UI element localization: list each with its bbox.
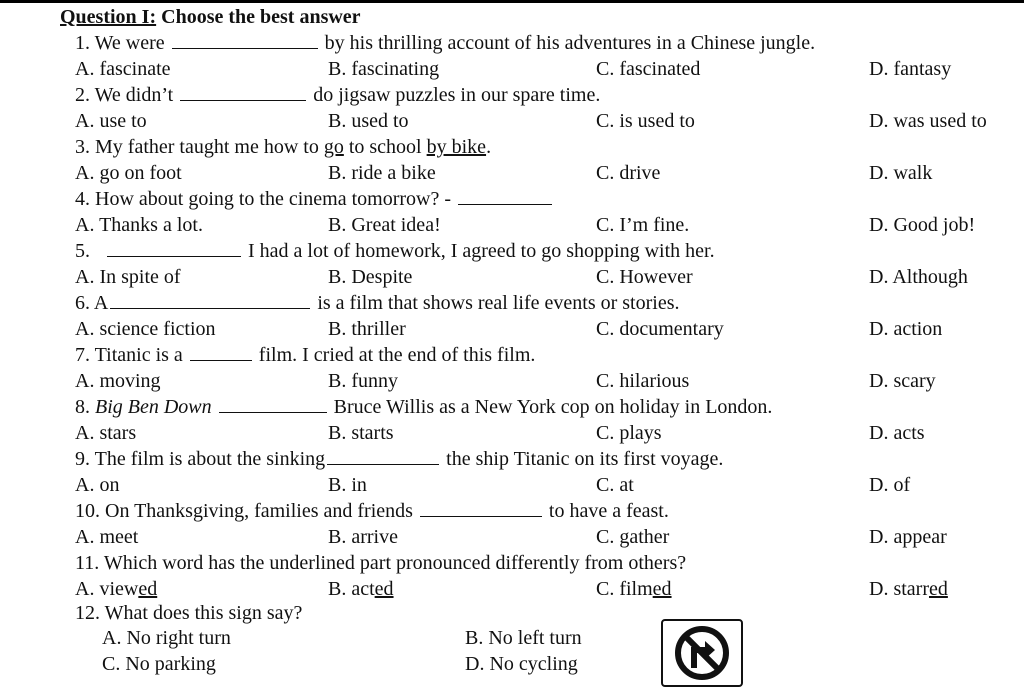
q5-option-a[interactable]: A. In spite of [75, 266, 181, 288]
q2-option-d[interactable]: D. was used to [869, 110, 987, 132]
section-title-label: Question I: [60, 6, 157, 28]
q6-blank[interactable] [110, 290, 310, 309]
q1-blank[interactable] [172, 30, 318, 49]
section-title [60, 5, 361, 29]
q12-stem: 12. What does this sign say? [75, 602, 303, 624]
no-right-turn-sign [661, 619, 743, 687]
q7-option-d[interactable]: D. scary [869, 370, 936, 392]
q10-option-d[interactable]: D. appear [869, 526, 947, 548]
q9-blank[interactable] [327, 446, 439, 465]
q5-option-d[interactable]: D. Although [869, 266, 968, 288]
q2-stem-end: do jigsaw puzzles in our spare time. [313, 84, 601, 106]
q11-b-stem: B. act [328, 578, 375, 600]
q1-option-a[interactable]: A. fascinate [75, 58, 171, 80]
q7-option-c[interactable]: C. hilarious [596, 370, 690, 392]
q3-option-d[interactable]: D. walk [869, 162, 933, 184]
q11-d-stem: D. starr [869, 578, 929, 600]
q12-options-row1 [0, 625, 1024, 651]
q1-options [0, 56, 1024, 82]
q6-option-d[interactable]: D. action [869, 318, 943, 340]
q6-stem-end: is a film that shows real life events or stories. [317, 292, 680, 314]
q11-a-underlined: ed [138, 578, 158, 600]
question-11 [0, 550, 1024, 576]
q4-blank[interactable] [458, 186, 552, 205]
q3-stem-start: 3. My father taught me how to [75, 136, 324, 158]
q7-stem-end: film. I cried at the end of this film. [258, 344, 536, 366]
q4-stem: 4. How about going to the cinema tomorrow? - [75, 188, 452, 210]
q9-option-d[interactable]: D. of [869, 474, 911, 496]
no-right-turn-sign-icon [669, 624, 735, 682]
q1-stem-start: 1. We were [75, 32, 165, 54]
q7-options [0, 368, 1024, 394]
q5-number: 5. [75, 240, 90, 262]
q5-blank[interactable] [107, 238, 241, 257]
question-3 [0, 134, 1024, 160]
q8-film-title: Big Ben Down [95, 396, 212, 418]
q2-option-b[interactable]: B. used to [328, 110, 409, 132]
q2-option-c[interactable]: C. is used to [596, 110, 695, 132]
q9-option-c[interactable]: C. at [596, 474, 634, 496]
q4-options [0, 212, 1024, 238]
top-border [0, 0, 1024, 3]
q3-option-c[interactable]: C. drive [596, 162, 661, 184]
q10-options [0, 524, 1024, 550]
q11-option-d[interactable] [869, 576, 948, 602]
question-4 [0, 186, 1024, 212]
q12-option-d[interactable]: D. No cycling [465, 653, 578, 675]
q3-option-a[interactable]: A. go on foot [75, 162, 182, 184]
q9-stem-start: 9. The film is about the sinking [75, 448, 326, 470]
q1-option-c[interactable]: C. fascinated [596, 58, 701, 80]
q12-options-row2 [0, 651, 1024, 677]
q11-option-a[interactable] [75, 576, 157, 602]
question-8 [0, 394, 1024, 420]
q6-stem-start: 6. A [75, 292, 109, 314]
q6-option-a[interactable]: A. science fiction [75, 318, 216, 340]
q12-option-a[interactable]: A. No right turn [102, 627, 231, 649]
q8-stem-end: Bruce Willis as a New York cop on holiday in London. [333, 396, 773, 418]
q10-blank[interactable] [420, 498, 542, 517]
q1-stem-end: by his thrilling account of his adventures in a Chinese jungle. [324, 32, 816, 54]
q11-stem: 11. Which word has the underlined part pronounced differently from others? [75, 552, 687, 574]
q5-options [0, 264, 1024, 290]
q3-options [0, 160, 1024, 186]
q3-underlined-go: go [323, 136, 344, 158]
q1-option-d[interactable]: D. fantasy [869, 58, 952, 80]
q2-blank[interactable] [180, 82, 306, 101]
q7-stem-start: 7. Titanic is a [75, 344, 183, 366]
q3-stem-middle: to school [343, 136, 427, 158]
q9-stem-end: the ship Titanic on its first voyage. [446, 448, 724, 470]
question-6 [0, 290, 1024, 316]
question-12 [0, 600, 1024, 626]
q6-options [0, 316, 1024, 342]
q11-c-stem: C. film [596, 578, 653, 600]
q11-c-underlined: ed [652, 578, 672, 600]
q8-option-d[interactable]: D. acts [869, 422, 925, 444]
question-9 [0, 446, 1024, 472]
q9-option-a[interactable]: A. on [75, 474, 120, 496]
question-2 [0, 82, 1024, 108]
q11-d-underlined: ed [928, 578, 948, 600]
question-5 [0, 238, 1024, 264]
q12-option-b[interactable]: B. No left turn [465, 627, 582, 649]
q2-options [0, 108, 1024, 134]
q8-option-b[interactable]: B. starts [328, 422, 394, 444]
q11-options [0, 576, 1024, 602]
question-7 [0, 342, 1024, 368]
q8-blank[interactable] [219, 394, 327, 413]
q4-option-c[interactable]: C. I’m fine. [596, 214, 690, 236]
q5-option-b[interactable]: B. Despite [328, 266, 413, 288]
q10-stem-end: to have a feast. [548, 500, 669, 522]
q7-blank[interactable] [190, 342, 252, 361]
q10-option-c[interactable]: C. gather [596, 526, 670, 548]
q10-option-b[interactable]: B. arrive [328, 526, 398, 548]
q2-stem-start: 2. We didn’t [75, 84, 174, 106]
q3-underlined-by-bike: by bike [426, 136, 487, 158]
q6-option-c[interactable]: C. documentary [596, 318, 724, 340]
q7-option-a[interactable]: A. moving [75, 370, 161, 392]
q11-a-stem: A. view [75, 578, 139, 600]
q1-option-b[interactable]: B. fascinating [328, 58, 440, 80]
question-1 [0, 30, 1024, 56]
q8-option-c[interactable]: C. plays [596, 422, 662, 444]
q12-option-c[interactable]: C. No parking [102, 653, 216, 675]
q11-b-underlined: ed [374, 578, 394, 600]
q8-options [0, 420, 1024, 446]
q7-option-b[interactable]: B. funny [328, 370, 398, 392]
q2-option-a[interactable]: A. use to [75, 110, 147, 132]
q4-option-d[interactable]: D. Good job! [869, 214, 976, 236]
q9-options [0, 472, 1024, 498]
q3-option-b[interactable]: B. ride a bike [328, 162, 436, 184]
q11-option-c[interactable] [596, 576, 672, 602]
q5-option-c[interactable]: C. However [596, 266, 693, 288]
q8-number: 8. [75, 396, 95, 418]
q11-option-b[interactable] [328, 576, 394, 602]
q4-option-a[interactable]: A. Thanks a lot. [75, 214, 203, 236]
section-title-text: Choose the best answer [156, 6, 361, 28]
q6-option-b[interactable]: B. thriller [328, 318, 406, 340]
q9-option-b[interactable]: B. in [328, 474, 367, 496]
question-10 [0, 498, 1024, 524]
q4-option-b[interactable]: B. Great idea! [328, 214, 441, 236]
q8-option-a[interactable]: A. stars [75, 422, 137, 444]
q3-stem-end: . [486, 136, 492, 158]
q10-stem-start: 10. On Thanksgiving, families and friends [75, 500, 413, 522]
q5-stem-end: I had a lot of homework, I agreed to go shopping with her. [248, 240, 715, 262]
q10-option-a[interactable]: A. meet [75, 526, 139, 548]
